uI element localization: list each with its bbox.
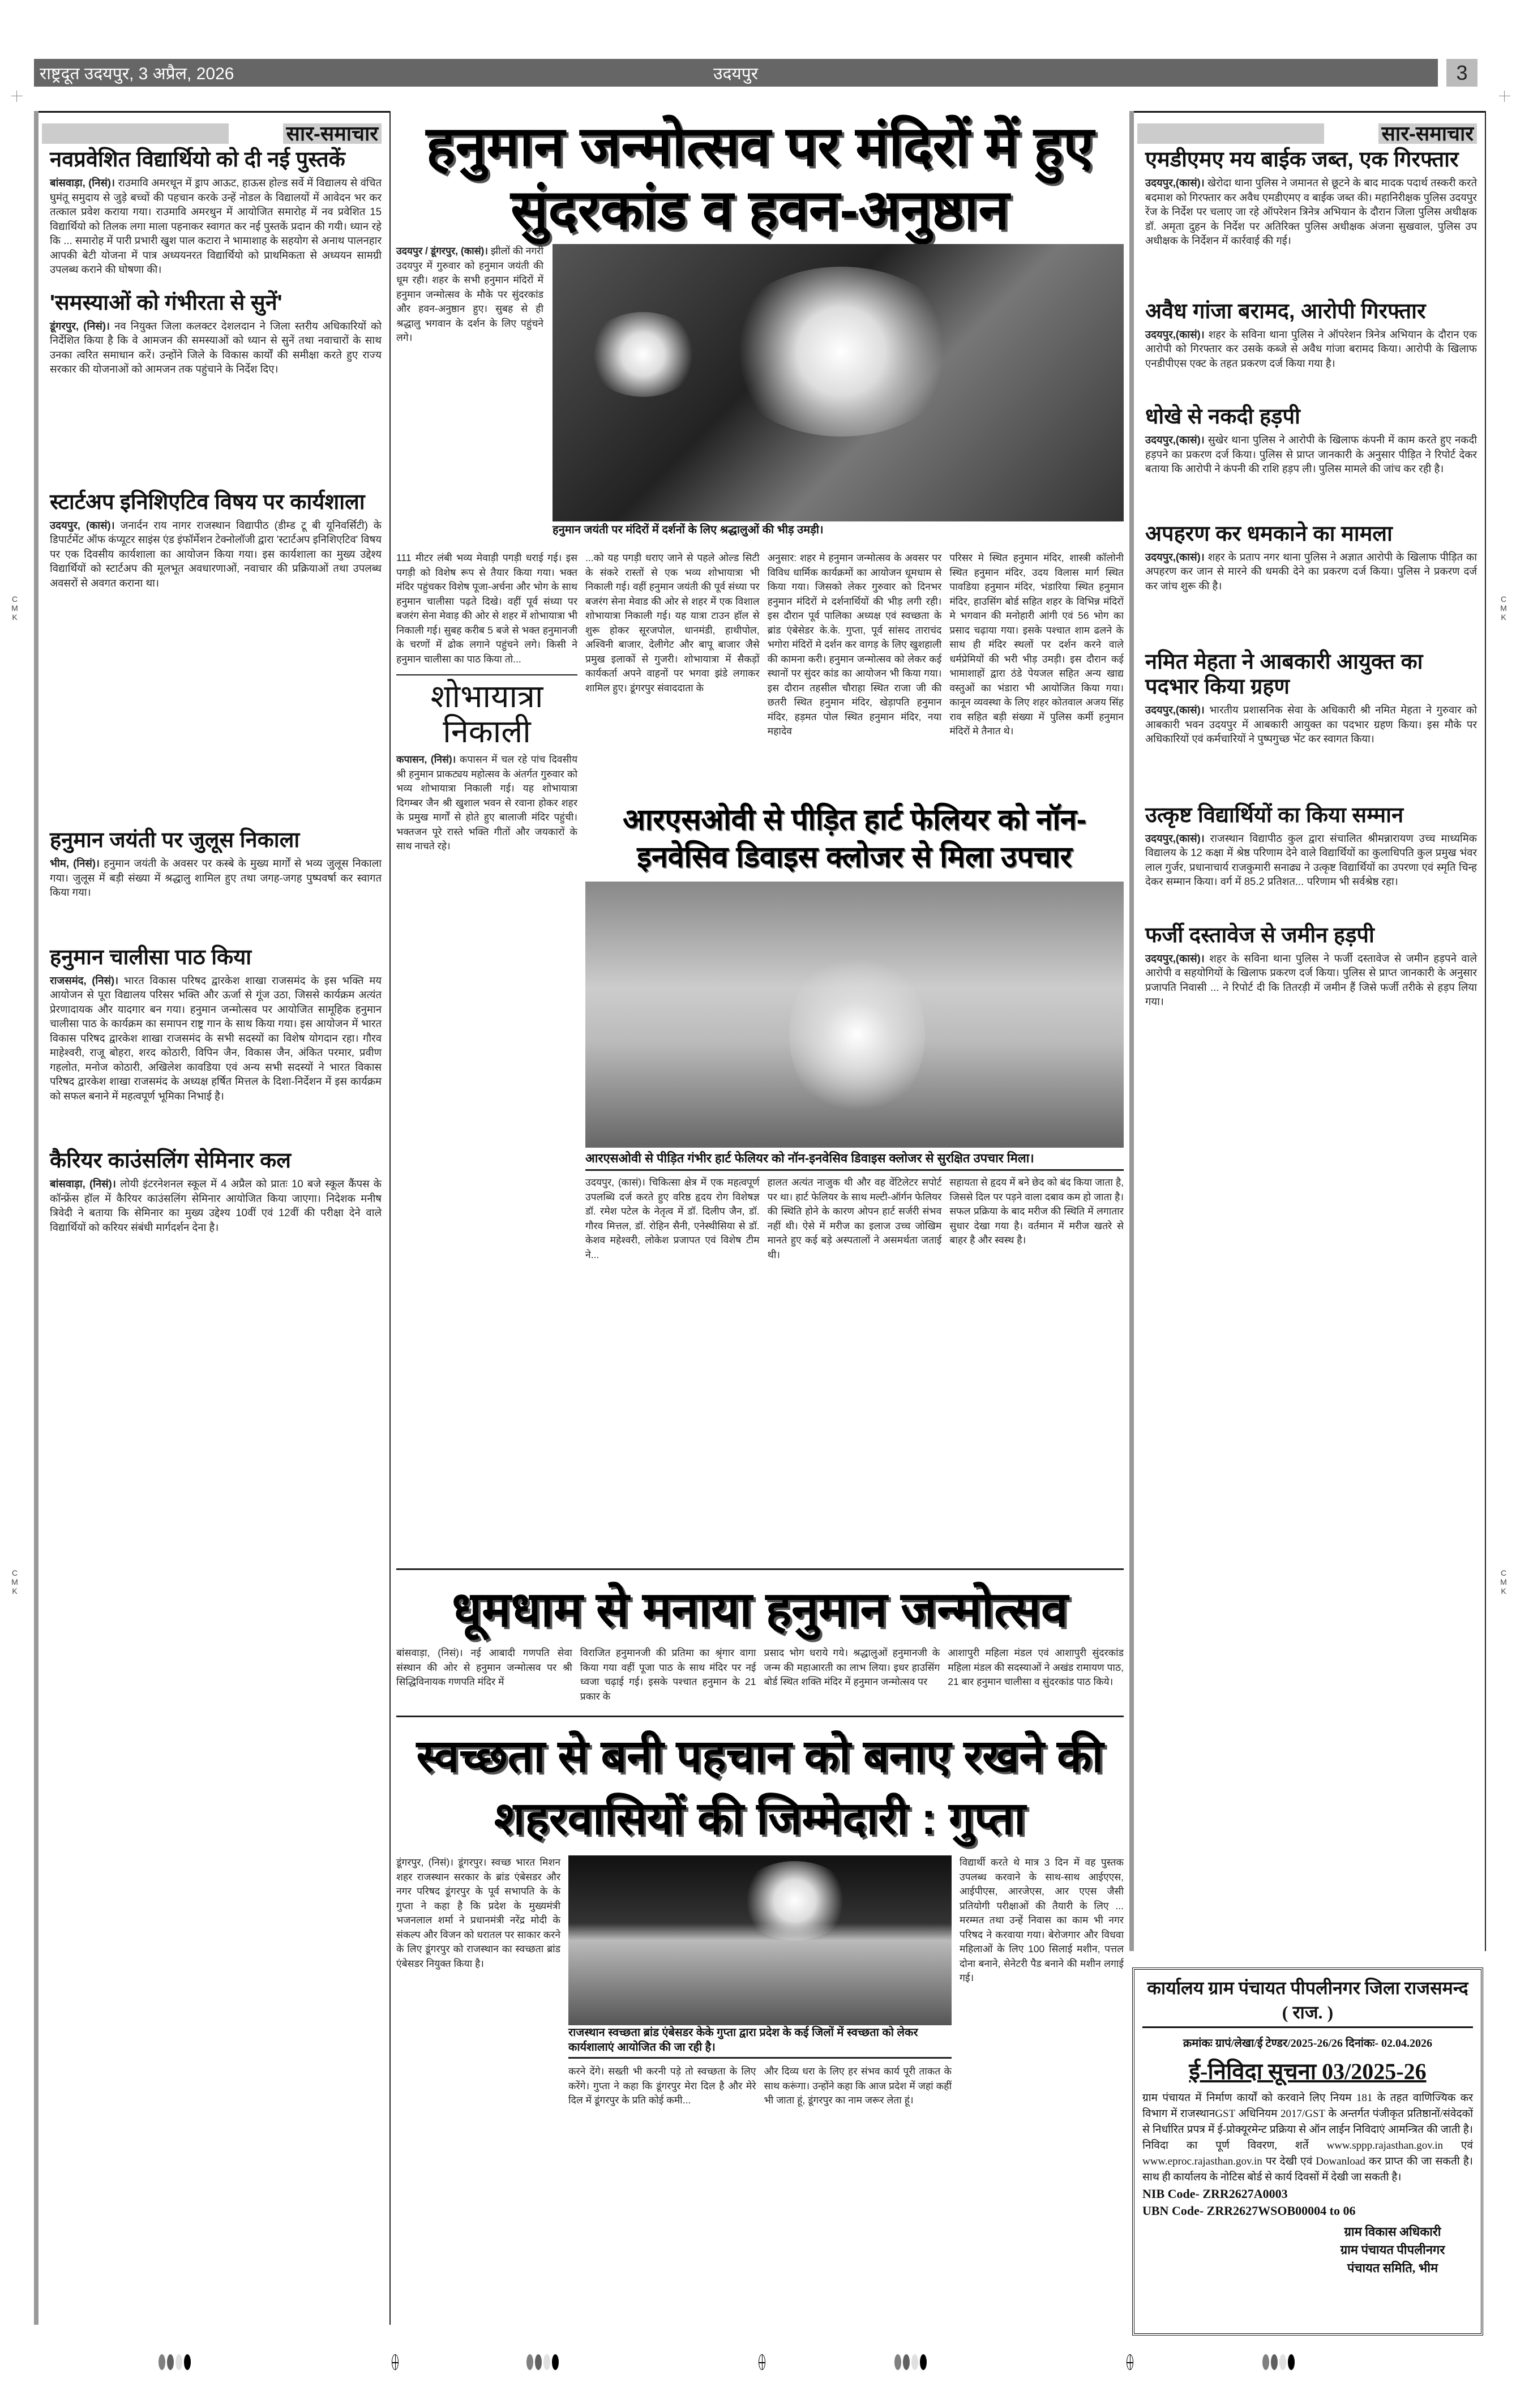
color-swatch-group	[894, 2354, 927, 2370]
news-brief	[50, 290, 382, 377]
brief-headline: फर्जी दस्तावेज से जमीन हड़पी	[1145, 923, 1374, 947]
jubilation-story	[396, 1568, 1124, 1703]
tender-body: ग्राम पंचायत में निर्माण कार्यों को करवाने लिए नियम 181 के तहत वाणिज्यिक कर विभाग में राजस्थानGST अधिनियम 2017/GST के अन्तर्गत पंजीकृत प्रतिष्ठानों/संवेदकों से निर्धारित प्रपत्र में ई-प्रोक्यूरमेन्ट प्रक्रिया से ऑन लाईन निविदाएं आमन्त्रित की जाती है। निविदा का पूर्ण विवरण, शर्ते www.sppp.rajasthan.gov.in एवं www.eproc.rajasthan.gov.in पर देखी एवं Dowanload कर प्राप्त की जा सकती है। साथ ही कार्यालय के नोटिस बोर्ड से कार्य दिवसों में देखी जा सकती है।	[1142, 2092, 1473, 2183]
brief-headline: 'समस्याओं को गंभीरता से सुनें'	[50, 290, 282, 315]
photo-caption: हनुमान जयंती पर मंदिरों में दर्शनों के लिए श्रद्धालुओं की भीड़ उमड़ी।	[553, 524, 824, 536]
section-bar	[42, 123, 382, 144]
section-title: उदयपुर	[713, 65, 759, 83]
brief-headline: उत्कृष्ट विद्यार्थियों का किया सम्मान	[1145, 803, 1404, 827]
jubilation-column-4: आशापुरी महिला मंडल एवं आशापुरी सुंदरकांड महिला मंडल की सदस्याओं ने अखंड रामायण पाठ, 21 बार हनुमान चालीसा व सुंदरकांड पाठ किये।	[948, 1647, 1124, 1687]
color-swatch-group	[526, 2354, 559, 2370]
ubn-code: UBN Code- ZRR2627WSOB00004 to 06	[1142, 2204, 1356, 2218]
procession-story: शोभायात्रा निकाली कपासन, (निसं)। कपासन में चल रहे पांच दिवसीय श्री हनुमान प्राकट्यय महोत्सव के अंतर्गत गुरुवार को भव्य शोभायात्रा निकाली गई। यह शोभायात्रा दिगम्बर जैन श्री खुशाल भवन से रवाना होकर शहर के प्रमुख मार्गों से होते हुए बालाजी मंदिर पहुंची। भक्तजन पूरे रास्ते भक्ति गीतों और जयकारों के साथ नाचते रहे।	[396, 674, 577, 854]
heart-column-3: सहायता से हृदय में बने छेद को बंद किया जाता है, जिससे दिल पर पड़ने वाला दबाव कम हो जाता है। सफल प्रक्रिया के बाद मरीज की स्थिति में लगातार सुधार देखा गया है। वर्तमान में मरीज खतरे से बाहर है और स्वस्थ है।	[949, 1177, 1124, 1246]
heart-column-1: उदयपुर, (कासं)। चिकित्सा क्षेत्र में एक महत्वपूर्ण उपलब्धि दर्ज करते हुए वरिष्ठ हृदय रोग विशेषज्ञ डॉ. रमेश पटेल के नेतृत्व में डॉ. दिलीप जैन, डॉ. गौरव मित्तल, डॉ. रोहिन सैनी, एनेस्थीसिया से डॉ. केशव महेश्वरी, लोकेश प्रजापत एवं विशेष टीम ने...	[585, 1177, 760, 1260]
cleanliness-column-4: विद्यार्थी करते थे मात्र 3 दिन में वह पुस्तक उपलब्ध करवाने के साथ-साथ आईएएस, आईपीएस, आरजेएस, आर एएस जैसी प्रतियोगी परीक्षाओं की तैयारी के लिए ... मरम्मत तथा उन्हें निवास का काम भी नगर परिषद ने करवाया गया। बेरोजगार और विधवा महिलाओं के लिए 100 सिलाई मशीन, पत्तल दोना बनाने, सेनेटरी पैड बनाने की मशीन लगाई गई।	[960, 1857, 1124, 1983]
cmk-print-mark: C M K	[1500, 594, 1507, 622]
temple-crowd-photo	[553, 244, 1124, 521]
doctors-group-photo	[585, 882, 1124, 1148]
news-brief: अवैध गांजा बरामद, आरोपी गिरफ्तार उदयपुर,(कासं)। शहर के सविना थाना पुलिस ने ऑपरेशन त्रिनेत्र अभियान के दौरान एक आरोपी को गिरफ्तार कर उसके कब्जे से अवैध गांजा बरामद किया। आरोपी के खिलाफ एनडीपीएस एक्ट के तहत प्रकरण दर्ज किया गया है।	[1145, 299, 1477, 369]
news-brief	[50, 1148, 382, 1234]
brief-headline: अवैध गांजा बरामद, आरोपी गिरफ्तार	[1145, 299, 1426, 323]
brief-headline: एमडीएमए मय बाईक जब्त, एक गिरफ्तार	[1145, 148, 1459, 172]
lead-column-4: परिसर मे स्थित हनुमान मंदिर, शास्त्री कॉलोनी स्थित हनुमान मंदिर, उदय विलास मार्ग स्थित पावडिया हनुमान मंदिर, भंडारिया स्थित हनुमान मंदिर, हाउसिंग बोर्ड सहित शहर के विभिन्न मंदिरों मे भगवान की मनोहारी आंगी एवं 56 भोग का प्रसाद चढ़ाया गया। इसके पश्चात शाम ढलने के साथ ही मंदिर स्थलों पर दर्शन करने वाले धर्मप्रेमियों की भरी भीड़ उमड़ी। इस दौरान कई भामाशाहों द्वारा ठंडे पेयजल सहित अन्य खाद्य वस्तुओं का भंडारा भी आयोजित किया गया। कानून व्यवस्था के लिए शहर कोतवाल अजय सिंह राव सहित बड़ी संख्या में पुलिस कर्मी हनुमान मंदिरों मे तैनात थे।	[949, 552, 1124, 737]
jubilation-headline: धूमधाम से मनाया हनुमान जन्मोत्सव	[452, 1582, 1068, 1637]
cleanliness-column-1: डूंगरपुर, (निसं)। डूंगरपुर। स्वच्छ भारत मिशन शहर राजस्थान सरकार के ब्रांड एंबेसडर और नगर परिषद डूंगरपुर के पूर्व सभापति के के गुप्ता ने कहा है कि प्रदेश के मुख्यमंत्री भजनलाल शर्मा ने प्रधानमंत्री नरेंद्र मोदी के संकल्प और विजन को धरातल पर साकार करने के लिए डूंगरपुर को राजस्थान का स्वच्छता ब्रांड एंबेसडर नियुक्त किया है।	[396, 1857, 560, 1969]
news-brief: फर्जी दस्तावेज से जमीन हड़पी उदयपुर,(कासं)। शहर के सविना थाना पुलिस ने फर्जी दस्तावेज से जमीन हड़पने वाले आरोपी व सहयोगियों के खिलाफ प्रकरण दर्ज किया। पुलिस से प्राप्त जानकारी के अनुसार प्रजापति निवासी ... ने रिपोर्ट दी कि तितरड़ी में जमीन हैं जिसे फर्जी तरीके से हड़प लिया गया।	[1145, 923, 1477, 1007]
brief-headline: कैरियर काउंसलिंग सेमिनार कल	[50, 1149, 292, 1173]
e-tender-notice	[1132, 1968, 1483, 2336]
color-swatch-group	[159, 2354, 191, 2370]
lead-column-2: ...को यह पगड़ी धराए जाने से पहले ओल्ड सिटी के संकरे रास्तों से एक भव्य शोभायात्रा भी निकाली गई। वहीं हनुमान जयंती की पूर्व संध्या पर बजरंग सेना मेवाड की ओर से शहर में एक विशाल शोभायात्रा निकाली गई। यह यात्रा टाउन हॉल से शुरू होकर सूरजपोल, धानमंडी, हाथीपोल, अश्विनी बाजार, देलीगेट और बापू बाजार जैसे प्रमुख इलाकों से गुजरी। शोभायात्रा में सैकड़ों कार्यकर्ता अपने वाहनों पर भगवा झंडे लगाकर शामिल हुए। डूंगरपुर संवाददाता के	[585, 552, 760, 694]
cleanliness-column-3: और दिव्य धरा के लिए हर संभव कार्य पूरी ताकत के साथ करूंगा। उन्होंने कहा कि आज प्रदेश में जहां कहीं भी जाता हूं, डूंगरपुर का नाम जरूर लेता हूं।	[764, 2065, 952, 2106]
news-brief: एमडीएमए मय बाईक जब्त, एक गिरफ्तार उदयपुर,(कासं)। खेरोदा थाना पुलिस ने जमानत से छूटने के बाद मादक पदार्थ तस्करी करते बदमाश को गिरफ्तार कर अवैध एमडीएमए व बाईक जब्त की। महानिरीक्षक पुलिस उदयपुर रेंज के निर्देश पर चलाए जा रहे ऑपरेशन त्रिनेत्र अभियान के दौरान जिला पुलिस अधीक्षक डॉ. अमृता दुहन के निर्देश पर अतिरिक्त पुलिस अधीक्षक अंजना सुखवाल, पुलिस उप अधीक्षक के निर्देशन में कार्रवाई की गई।	[1145, 148, 1477, 246]
jubilation-column-2: विराजित हनुमानजी की प्रतिमा का श्रृंगार वागा किया गया वहीं पूजा पाठ के साथ मंदिर पर नई ध्वजा चढ़ाई गई। इसके पश्चात हनुमान के 21 प्रकार के	[580, 1647, 756, 1702]
heart-headline: आरएसओवी से पीड़ित हार्ट फेलियर को नॉन-इनवेसिव डिवाइस क्लोजर से मिला उपचार	[622, 803, 1087, 874]
registration-crosshair-icon	[1499, 91, 1510, 102]
lead-intro: उदयपुर / डूंगरपुर, (कासं)। झीलों की नगरी उदयपुर में गुरुवार को हनुमान जयंती की धूम रही। शहर के सभी हनुमान मंदिरों में हनुमान जन्मोत्सव के मौके पर सुंदरकांड और हवन-अनुष्ठान हुए। सुबह से ही श्रद्धालु भगवान के दर्शन के लिए पहुंचने लगे।	[396, 245, 544, 343]
page-number: 3	[1446, 59, 1478, 87]
news-brief	[50, 490, 382, 591]
registration-color-bar	[0, 2354, 1516, 2377]
brief-body: राजसमंद, (निसं)। भारत विकास परिषद द्वारकेश शाखा राजसमंद के इस भक्ति मय आयोजन से पूरा विद्यालय परिसर भक्ति और ऊर्जा से गूंज उठा, जिससे कार्यक्रम अत्यंत प्रेरणादायक और यादगार बन गया। हनुमान जन्मोत्सव पर आयोजित सामूहिक हनुमान चालीसा पाठ के कार्यक्रम का समापन राष्ट्र गान के साथ किया गया। इस आयोजन में भारत विकास परिषद द्वारकेश शाखा राजसमंद के सभी सदस्यों का विशेष योगदान रहा। गौरव माहेश्वरी, राजू बोहरा, शरद कोठारी, विपिन जैन, विकास जैन, अंकित परमार, प्रवीण गहलोत, मनोज कोठारी, अखिलेश कावडिया एवं अन्य सभी सदस्यों ने भारत विकास परिषद द्वारकेश शाखा राजसमंद के अध्यक्ष हर्षित मित्तल के दिशा-निर्देशन में इस कार्यक्रम को सफल बनाने में महत्वपूर्ण भूमिका निभाई है।	[50, 974, 382, 1102]
procession-headline: शोभायात्रा निकाली	[430, 678, 543, 749]
news-brief	[50, 147, 382, 277]
section-label: सार-समाचार	[1378, 123, 1477, 144]
tender-office: कार्यालय ग्राम पंचायत पीपलीनगर जिला राजसमन्द ( राज. )	[1142, 1975, 1473, 2028]
brief-body: डूंगरपुर, (निसं)। नव नियुक्त जिला कलक्टर देशलदान ने जिला स्तरीय अधिकारियों को निर्देशित किया है कि वे आमजन की समस्याओं को ध्यान से सुनें तथा नवाचारों के साथ उनका त्वरित समाधान करें। उन्होंने जिले के विकास कार्यों की समीक्षा करते हुए राज्य सरकार की योजनाओं को आमजन तक पहुंचाने के निर्देश दिए।	[50, 319, 382, 375]
tender-title: ई-निविदा सूचना 03/2025-26	[1189, 2059, 1427, 2084]
cleanliness-headline: स्वच्छता से बनी पहचान को बनाए रखने की शहरवासियों की जिम्मेदारी : गुप्ता	[416, 1731, 1104, 1844]
heart-photo-caption: आरएसओवी से पीड़ित गंभीर हार्ट फेलियर को नॉन-इनवेसिव डिवाइस क्लोजर से सुरक्षित उपचार मिला।	[585, 1148, 1124, 1171]
section-label: सार-समाचार	[283, 123, 382, 144]
brief-headline: हनुमान जयंती पर जुलूस निकाला	[50, 828, 300, 852]
cmk-print-mark: C M K	[11, 1568, 18, 1596]
lead-column-1: 111 मीटर लंबी भव्य मेवाड़ी पगड़ी धराई गई। इस पगड़ी को विशेष रूप से तैयार किया गया। भक्त मंदिर पहुंचकर विशेष पूजा-अर्चना और भोग के साथ हनुमान चालीसा पढ़ते दिखे। वहीं पूर्व संध्या पर बजरंग सेना मेवाड़ की ओर से शहर में शोभायात्रा भी निकाली गई। सुबह करीब 5 बजे से भक्त हनुमानजी के चरणों में ढोक लगाने पहुंचने लगे। किसी ने हनुमान चालीसा का पाठ किया तो... शोभायात्रा निकाली कपासन, (निसं)। कपासन में चल रहे पांच दिवसीय श्री हनुमान प्राकट्यय महोत्सव के अंतर्गत गुरुवार को भव्य शोभायात्रा निकाली गई। यह शोभायात्रा दिगम्बर जैन श्री खुशाल भवन से रवाना होकर शहर के प्रमुख मार्गों से होते हुए बालाजी मंदिर पहुंची। भक्तजन पूरे रास्ते भक्ति गीतों और जयकारों के साथ नाचते रहे।	[396, 551, 577, 1374]
nib-code: NIB Code- ZRR2627A0003	[1142, 2187, 1288, 2201]
right-news-briefs-column	[1129, 111, 1486, 1951]
news-brief: नमित मेहता ने आबकारी आयुक्त का पदभार किया ग्रहण उदयपुर,(कासं)। भारतीय प्रशासनिक सेवा के अधिकारी श्री नमित मेहता ने गुरुवार को आबकारी भवन उदयपुर में आबकारी आयुक्त का पदभार ग्रहण किया। इस मौके पर अधिकारियों एवं कर्मचारियों ने पुष्पगुच्छ भेंट कर स्वागत किया।	[1145, 650, 1478, 745]
cmk-print-mark: C M K	[1500, 1568, 1507, 1596]
brief-body: भीम, (निसं)। हनुमान जयंती के अवसर पर कस्बे के मुख्य मार्गों से भव्य जुलूस निकाला गया। जुलूस में बड़ी संख्या में श्रद्धालु शामिल हुए तथा जगह-जगह पुष्पवर्षा कर स्वागत किया गया।	[50, 857, 382, 898]
registration-crosshair-icon	[11, 91, 23, 102]
brief-headline: धोखे से नकदी हड़पी	[1145, 405, 1300, 429]
heart-column-2: हालत अत्यंत नाजुक थी और वह वेंटिलेटर सपोर्ट पर था। हार्ट फेलियर के साथ मल्टी-ऑर्गन फेलियर की स्थिति होने के कारण ओपन हार्ट सर्जरी संभव नहीं थी। ऐसे में मरीज का इलाज उच्च जोखिम मानते हुए कई बड़े अस्पतालों ने असमर्थता जताई थी।	[767, 1177, 942, 1260]
brief-headline: स्टार्टअप इनिशिएटिव विषय पर कार्यशाला	[50, 490, 365, 514]
news-brief	[50, 828, 382, 900]
cleanliness-photo-caption: राजस्थान स्वच्छता ब्रांड एंबेसडर केके गुप्ता द्वारा प्रदेश के कई जिलों में स्वच्छता को लेकर कार्यशालाएं आयोजित की जा रही है।	[568, 2025, 952, 2059]
lead-headline: हनुमान जन्मोत्सव पर मंदिरों में हुए सुंदरकांड व हवन-अनुष्ठान	[426, 115, 1094, 241]
heart-story	[585, 801, 1124, 1374]
tender-reference: क्रमांकः ग्रापं/लेखा/ई टेण्डर/2025-26/26 दिनांकः- 02.04.2026	[1183, 2037, 1433, 2050]
jubilation-column-1: बांसवाड़ा, (निसं)। नई आबादी गणपति सेवा संस्थान की ओर से हनुमान जन्मोत्सव पर श्री सिद्धिविनायक गणपति मंदिर में	[396, 1647, 572, 1687]
edition-date: राष्ट्रदूत उदयपुर, 3 अप्रैल, 2026	[40, 65, 234, 83]
brief-headline: नवप्रवेशित विद्यार्थियो को दी नई पुस्तकें	[50, 148, 345, 172]
brief-body: बांसवाड़ा, (निसं)। लोयी इंटरनेशनल स्कूल में 4 अप्रैल को प्रातः 10 बजे स्कूल कैंपस के कॉन्फ्रेंस हॉल में कैरियर काउंसलिंग सेमिनार आयोजित किया जाएगा। निदेशक मनीष त्रिवेदी ने बताया कि सेमिनार का मुख्य उद्देश्य 10वीं एवं 12वीं की परीक्षा देने वाले विद्यार्थियों को करियर संबंधी मार्गदर्शन देना है।	[50, 1178, 382, 1233]
color-swatch-group	[1262, 2354, 1295, 2370]
section-bar	[1137, 123, 1477, 144]
brief-body: उदयपुर, (कासं)। जनार्दन राय नागर राजस्थान विद्यापीठ (डीम्ड टू बी यूनिवर्सिटी) के डिपार्टमेंट ऑफ कंप्यूटर साइंस एंड इंफॉर्मेशन टेक्नोलॉजी द्वारा 'स्टार्टअप इनिशिएटिव' विषय पर एक दिवसीय कार्यशाला का आयोजन किया गया। इस कार्यशाला का मुख्य उद्देश्य विद्यार्थियों को स्टार्टअप की मूलभूत अवधारणाओं, नवाचार की प्रक्रियाओं तथा उपलब्ध अवसरों से अवगत कराना था।	[50, 519, 382, 589]
left-news-briefs-column	[34, 111, 391, 2325]
cleanliness-story	[396, 1716, 1124, 2331]
news-brief: अपहरण कर धमकाने का मामला उदयपुर,(कासं)। शहर के प्रताप नगर थाना पुलिस ने अज्ञात आरोपी के खिलाफ पीड़ित का अपहरण कर जान से मारने की धमकी देने का प्रकरण दर्ज किया। पुलिस ने प्रकरण दर्ज कर जांच शुरू की है।	[1145, 521, 1478, 592]
cleanliness-column-2: करने देंगे। सख्ती भी करनी पड़े तो स्वच्छता के लिए करेंगे। गुप्ता ने कहा कि डूंगरपुर मेरा दिल है और मेरे दिल में डूंगरपुर के प्रति कोई कमी...	[568, 2065, 756, 2106]
lead-column-3: अनुसार: शहर मे हनुमान जन्मोत्सव के अवसर पर विविध धार्मिक कार्यक्रमों का आयोजन धूमधाम से किया गया। जिसको लेकर गुरुवार को दिनभर हनुमान मंदिरों मे दर्शनार्थियों की भीड़ लगी रही। इस दौरान पूर्व पालिका अध्यक्ष एवं स्वच्छता के ब्रांड एंबेसेडर के.के. गुप्ता, पूर्व सांसद ताराचंद भगोरा मंदिरों मे दर्शन कर वागड़ के लिए खुशहाली की कामना करी। हनुमान जन्मोत्सव को लेकर कई स्थानों पर सुंदर कांड का आयोजन भी किया गया। इस दौरान तहसील चौराहा स्थित राजा जी की छतरी स्थित हनुमान मंदिर, खेड़ापति हनुमान मंदिर, हड़मत पोल स्थित हनुमान मंदिर, नया महादेव	[767, 552, 942, 737]
registration-target-icon	[1127, 2354, 1133, 2370]
jubilation-column-3: प्रसाद भोग धराये गये। श्रद्धालुओं हनुमानजी के जन्म की महाआरती का लाभ लिया। इधर हाउसिंग बोर्ड स्थित शक्ति मंदिर में हनुमान जन्मोत्सव पर	[764, 1647, 940, 1687]
news-brief: उत्कृष्ट विद्यार्थियों का किया सम्मान उदयपुर,(कासं)। राजस्थान विद्यापीठ कुल द्वारा संचालित श्रीमन्नारायण उच्च माध्यमिक विद्यालय के 12 कक्षा में श्रेष्ठ परिणाम देने वाले विद्यार्थियों का कुलाधिपति कुल प्रमुख भंवर लाल गुर्जर, प्रधानाचार्य राजकुमारी सनाढ्य ने उत्कृष्ट विद्यार्थियों का उपरणा एवं स्मृति चिन्ह देकर सम्मान किया। वर्ग में 85.2 प्रतिशत... परिणाम भी सर्वश्रेष्ठ रहा।	[1145, 803, 1477, 887]
registration-target-icon	[392, 2354, 399, 2370]
tender-signatory: ग्राम विकास अधिकारी ग्राम पंचायत पीपलीनगर पंचायत समिति, भीम	[1340, 2225, 1445, 2275]
brief-headline: नमित मेहता ने आबकारी आयुक्त का पदभार किया ग्रहण	[1145, 650, 1423, 699]
brief-headline: अपहरण कर धमकाने का मामला	[1145, 521, 1393, 546]
brief-headline: हनुमान चालीसा पाठ किया	[50, 945, 252, 969]
cmk-print-mark: C M K	[11, 594, 18, 622]
center-stories	[396, 111, 1124, 1374]
news-brief	[50, 945, 382, 1104]
registration-target-icon	[759, 2354, 765, 2370]
brief-body: बांसवाड़ा, (निसं)। राउमावि अमरथून में ड्राप आऊट, हाऊस होल्ड सर्वे में विद्यालय से वंचित घुमंतू समुदाय से जुड़े बच्चों की पहचान करके उन्हें नोडल के विद्यालयों में आवेदन भर कर तत्काल प्रवेश कराया गया। राउमावि अमरथुन में आयोजित समारोह में नव प्रवेशित 15 विद्यार्थियो को तिलक लगा माला पहनाकर स्वागत कर नई पुस्तकें प्रदान की गयी। ध्यान रहे कि ... समारोह में पारी प्रभारी खुश पाल कटारा ने भामाशाह के सहयोग से अनाथ पालनहार आपकी बेटी योजना में पात्र अध्ययनरत विद्यार्थियो को प्राथमिकता से अध्ययन सामग्री उपलब्ध कराने की घोषणा की।	[50, 177, 382, 275]
news-brief: धोखे से नकदी हड़पी उदयपुर,(कासं)। सुखेर थाना पुलिस ने आरोपी के खिलाफ कंपनी में काम करते हुए नकदी हड़पने का प्रकरण दर्ज किया। पुलिस से प्राप्त जानकारी के अनुसार पीड़ित ने रिपोर्ट देकर बताया कि आरोपी ने कंपनी की राशि हड़प ली। पुलिस मामले की जांच कर रही है।	[1145, 405, 1477, 474]
workshop-hall-photo	[568, 1855, 952, 2025]
masthead-bar	[34, 59, 1438, 87]
